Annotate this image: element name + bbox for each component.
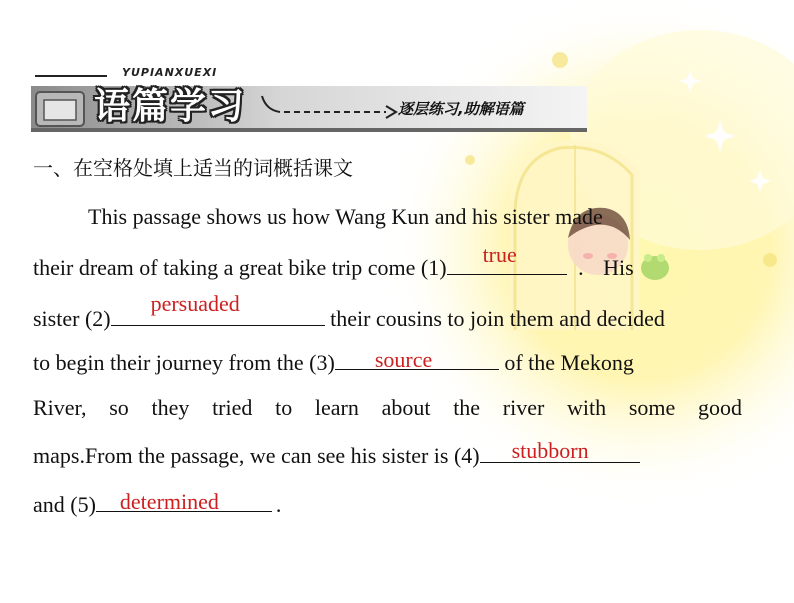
header-rule xyxy=(35,75,107,77)
passage-line-7 xyxy=(33,489,281,520)
header-pinyin: YUPIANXUEXI xyxy=(122,66,218,79)
passage-line-5 xyxy=(33,393,742,423)
passage-text: maps.From the passage, we can see his sister is (4) xyxy=(33,443,480,468)
answer-4: stubborn xyxy=(511,438,589,463)
passage-text: sister (2) xyxy=(33,306,111,331)
answer-2: persuaded xyxy=(150,291,240,316)
answer-blank-1 xyxy=(447,242,567,275)
passage-line-3 xyxy=(33,291,665,334)
passage-text: River, so they tried to learn about the river with some good xyxy=(33,395,742,420)
passage-text: their dream of taking a great bike trip come (1) xyxy=(33,255,447,280)
passage-text: and (5) xyxy=(33,492,96,517)
header-slogan: 逐层练习,助解语篇 xyxy=(398,100,524,118)
answer-blank-4 xyxy=(480,440,640,463)
passage-line-2 xyxy=(33,242,634,283)
answer-5: determined xyxy=(119,489,219,514)
passage-text: to begin their journey from the (3) xyxy=(33,350,335,375)
passage-text: . xyxy=(275,492,282,517)
passage-text: of the Mekong xyxy=(498,350,634,375)
answer-blank-2 xyxy=(111,291,325,326)
answer-blank-5 xyxy=(96,489,272,512)
answer-1: true xyxy=(482,242,517,267)
passage-line-6 xyxy=(33,440,640,471)
passage-line-1 xyxy=(88,202,603,232)
answer-blank-3 xyxy=(335,347,499,370)
passage-text: His xyxy=(603,255,634,280)
passage-text: This passage shows us how Wang Kun and his sister made xyxy=(88,204,603,229)
header-title: 语篇学习 xyxy=(94,86,247,127)
section-heading: 一、在空格处填上适当的词概括课文 xyxy=(33,156,353,180)
passage-line-4 xyxy=(33,347,634,378)
answer-3: source xyxy=(374,347,433,372)
passage-text: their cousins to join them and decided xyxy=(324,306,665,331)
passage-text: . xyxy=(578,255,584,280)
